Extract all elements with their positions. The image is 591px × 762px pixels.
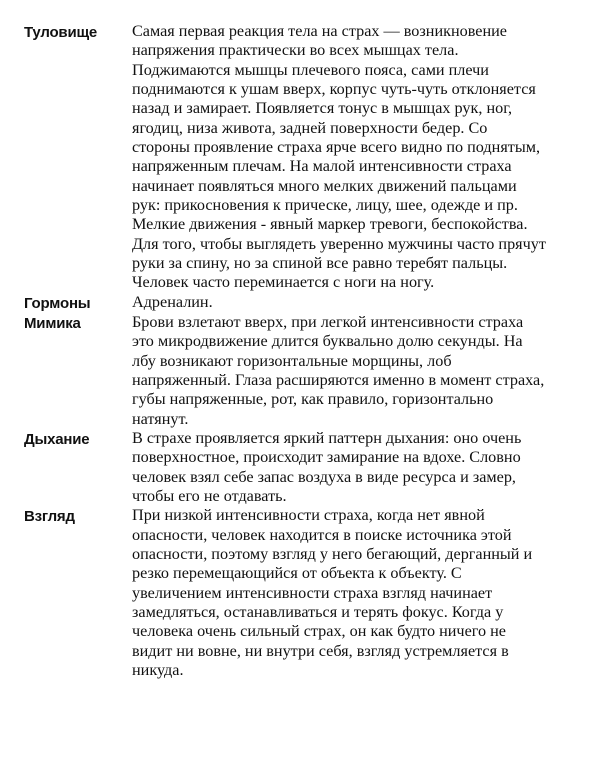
term-description: В страхе проявляется яркий паттерн дыхания: оно очень поверхностное, происходит замирание на вдохе. Словно человек взял себе запас воздуха в виде ресурса и замер, чтобы его не отдавать.: [132, 428, 522, 505]
entry-hormones: [24, 293, 584, 313]
entry-facial-expression: [24, 313, 584, 429]
term-label: Взгляд: [24, 508, 75, 526]
entry-gaze: [24, 506, 584, 680]
term-label: Дыхание: [24, 430, 90, 448]
term-label: Гормоны: [24, 294, 91, 312]
entry-breathing: [24, 429, 584, 506]
term-description: Адреналин.: [132, 292, 213, 311]
document-page: [24, 22, 584, 680]
term-description: Самая первая реакция тела на страх — возникновение напряжения практически во всех мышцах тела. Поджимаются мышцы плечевого пояса, сами плечи поднимаются к ушам вверх, корпус чуть-чуть отклоняется назад и замирает. Появляется тонус в мышцах рук, ног, ягодиц, низа живота, задней поверхности бедер. Со стороны проявление страха ярче всего видно по поднятым, напряженным плечам. На малой интенсивности страха начинает появляться много мелких движений пальцами рук: прикосновения к прическе, лицу, шее, одежде и пр. Мелкие движения - явный маркер тревоги, беспокойства. Для того, чтобы выглядеть уверенно мужчины часто прячут руки за спину, но за спиной все равно теребят пальцы. Человек часто переминается с ноги на ногу.: [132, 22, 546, 292]
term-description: Брови взлетают вверх, при легкой интенсивности страха это микродвижение длится буквально долю секунды. На лбу возникают горизонтальные морщины, лоб напряженный. Глаза расширяются именно в момент страха, губы напряженные, рот, как правило, горизонтально натянут.: [132, 312, 545, 428]
term-label: Мимика: [24, 314, 81, 332]
entry-torso: [24, 22, 584, 293]
term-description: При низкой интенсивности страха, когда нет явной опасности, человек находится в поиске источника этой опасности, поэтому взгляд у него бегающий, дерганный и резко перемещающийся от объекта к объекту. С увеличением интенсивности страха взгляд начинает замедляться, останавливаться и терять фокус. Когда у человека очень сильный страх, он как будто ничего не видит ни вовне, ни внутри себя, взгляд устремляется в никуда.: [132, 506, 533, 679]
term-label: Туловище: [24, 24, 98, 41]
